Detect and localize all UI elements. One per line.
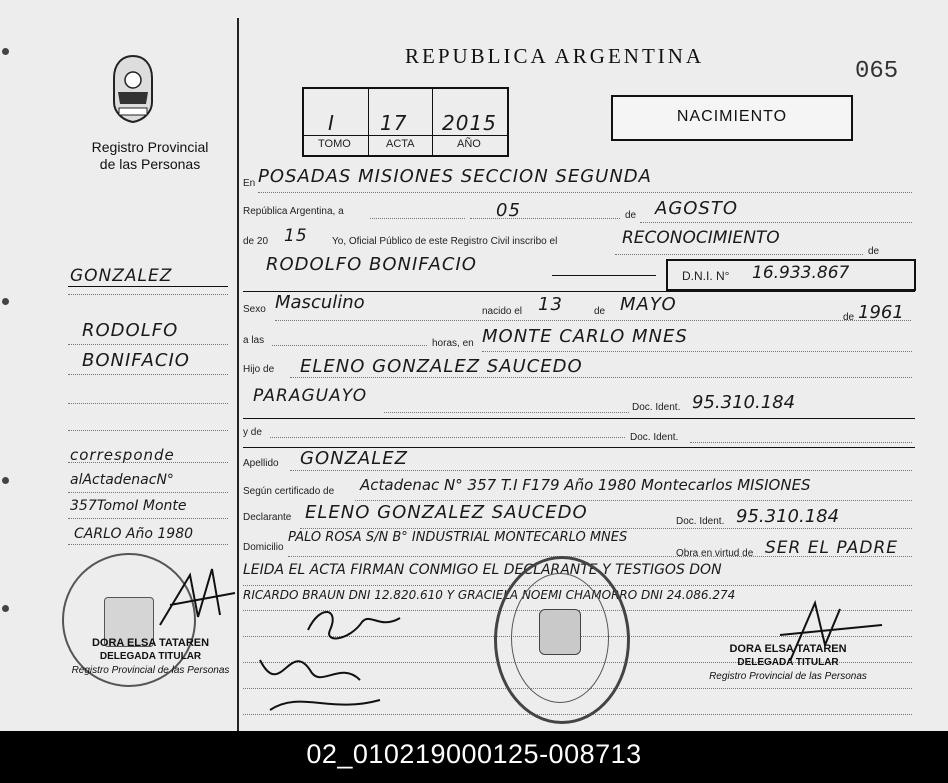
- registry-line-1: Registro Provincial: [91, 139, 209, 155]
- birth-year-value: 1961: [858, 302, 904, 323]
- margin-given-name-1: RODOLFO: [82, 320, 179, 341]
- record-type-box: [611, 95, 853, 141]
- year-value: 15: [284, 226, 308, 246]
- alas-label: a las: [243, 335, 265, 346]
- margin-line: [68, 344, 228, 345]
- horas-label: horas, en: [432, 338, 474, 349]
- record-number-box: [302, 87, 509, 157]
- de-label-3: de: [594, 306, 606, 317]
- father-doc-value: 95.310.184: [692, 392, 796, 413]
- tomo-value: I: [328, 111, 335, 135]
- margin-surname: GONZALEZ: [70, 266, 173, 286]
- declarante-label: Declarante: [243, 512, 292, 523]
- apellido-label: Apellido: [243, 458, 279, 469]
- certificado-label: Según certificado de: [243, 486, 335, 497]
- declarante-doc-value: 95.310.184: [736, 506, 840, 527]
- yde-label: y de: [243, 427, 262, 438]
- republica-label: República Argentina, a: [243, 206, 344, 217]
- right-signer-title: DELEGADA TITULAR: [737, 657, 839, 668]
- obra-value: SER EL PADRE: [765, 538, 899, 558]
- country-title: REPUBLICA ARGENTINA: [405, 44, 705, 68]
- doc-ident-label-2: Doc. Ident.: [630, 432, 679, 443]
- left-signer-name: DORA ELSA TATAREN: [91, 637, 210, 649]
- person-value: RODOLFO BONIFACIO: [266, 254, 477, 275]
- anio-value: 2015: [442, 111, 497, 135]
- binding-hole: [2, 605, 9, 612]
- witness-line-2: RICARDO BRAUN DNI 12.820.610 Y GRACIELA NOEMI CHAMORRO DNI 24.086.274: [243, 588, 736, 602]
- place-value: POSADAS MISIONES SECCION SEGUNDA: [258, 166, 652, 187]
- witness-line-1: LEIDA EL ACTA FIRMAN CONMIGO EL DECLARANTE Y TESTIGOS DON: [243, 562, 722, 578]
- left-signer-registry: Registro Provincial de las Personas: [71, 665, 230, 676]
- image-code: 02_010219000125-008713: [306, 739, 642, 769]
- margin-line: [68, 374, 228, 375]
- folio-number: 065: [855, 58, 899, 85]
- footer-bar: [0, 731, 948, 783]
- father-value: ELENO GONZALEZ SAUCEDO: [300, 356, 583, 377]
- dni-box: [666, 259, 916, 291]
- left-signature-block: [58, 636, 243, 678]
- birth-month-value: MAYO: [620, 294, 677, 315]
- binding-hole: [2, 48, 9, 55]
- margin-surname-underline: [68, 286, 228, 287]
- acta-label: ACTA: [386, 138, 415, 150]
- margin-note-1: corresponde: [70, 446, 175, 464]
- anio-label: AÑO: [457, 138, 481, 150]
- registry-name: [70, 139, 230, 173]
- margin-note-2: alActadenacN°: [70, 472, 174, 488]
- margin-line: [68, 492, 228, 493]
- record-type: NACIMIENTO: [676, 108, 788, 125]
- provincial-seal-icon: [112, 54, 154, 124]
- dni-label: D.N.I. N°: [682, 269, 730, 283]
- right-signer-registry: Registro Provincial de las Personas: [709, 671, 867, 682]
- registry-line-2: de las Personas: [99, 156, 201, 172]
- de-label-1: de: [625, 210, 637, 221]
- day-value: 05: [496, 200, 521, 221]
- act-value: RECONOCIMIENTO: [622, 228, 780, 248]
- en-label: En: [243, 178, 256, 189]
- sexo-label: Sexo: [243, 304, 266, 315]
- month-value: AGOSTO: [655, 198, 739, 219]
- nacido-label: nacido el: [482, 306, 523, 317]
- right-signature-block: [688, 642, 888, 684]
- declarante-value: ELENO GONZALEZ SAUCEDO: [305, 502, 588, 523]
- margin-line: [68, 544, 228, 545]
- witness-signature: [250, 640, 390, 720]
- officer-text: Yo, Oficial Público de este Registro Civil inscribo el: [332, 236, 558, 247]
- de-label-4: de: [843, 312, 855, 323]
- doc-ident-label-3: Doc. Ident.: [676, 516, 725, 527]
- de-label-2: de: [868, 246, 880, 257]
- birth-place-value: MONTE CARLO MNES: [482, 326, 688, 347]
- acta-value: 17: [380, 111, 408, 135]
- domicilio-label: Domicilio: [243, 542, 284, 553]
- sexo-value: Masculino: [275, 292, 365, 313]
- binding-hole: [2, 477, 9, 484]
- left-signer-title: DELEGADA TITULAR: [99, 651, 202, 662]
- domicilio-value: PALO ROSA S/N B° INDUSTRIAL MONTECARLO MNES: [288, 530, 628, 545]
- doc-ident-label-1: Doc. Ident.: [632, 402, 681, 413]
- margin-line: [68, 430, 228, 431]
- stamp-emblem-icon: [539, 609, 581, 655]
- margin-line: [68, 403, 228, 404]
- margin-note-4: CARLO Año 1980: [74, 526, 194, 542]
- margin-line: [68, 294, 228, 295]
- right-signer-name: DORA ELSA TATAREN: [729, 643, 847, 655]
- father-nationality-value: PARAGUAYO: [253, 386, 368, 406]
- tomo-label: TOMO: [318, 138, 351, 150]
- birth-day-value: 13: [538, 294, 563, 315]
- obra-label: Obra en virtud de: [676, 548, 754, 559]
- certificado-value: Actadenac N° 357 T.I F179 Año 1980 Montecarlos MISIONES: [360, 476, 811, 494]
- binding-hole: [2, 298, 9, 305]
- margin-given-name-2: BONIFACIO: [82, 350, 190, 371]
- margin-note-3: 357TomoI Monte: [70, 498, 187, 514]
- dni-value: 16.933.867: [752, 263, 850, 283]
- center-stamp-seal: [494, 556, 630, 724]
- year-prefix: de 20: [243, 236, 269, 247]
- margin-line: [68, 518, 228, 519]
- apellido-value: GONZALEZ: [300, 448, 408, 469]
- left-signature: [150, 565, 245, 635]
- hijo-label: Hijo de: [243, 364, 275, 375]
